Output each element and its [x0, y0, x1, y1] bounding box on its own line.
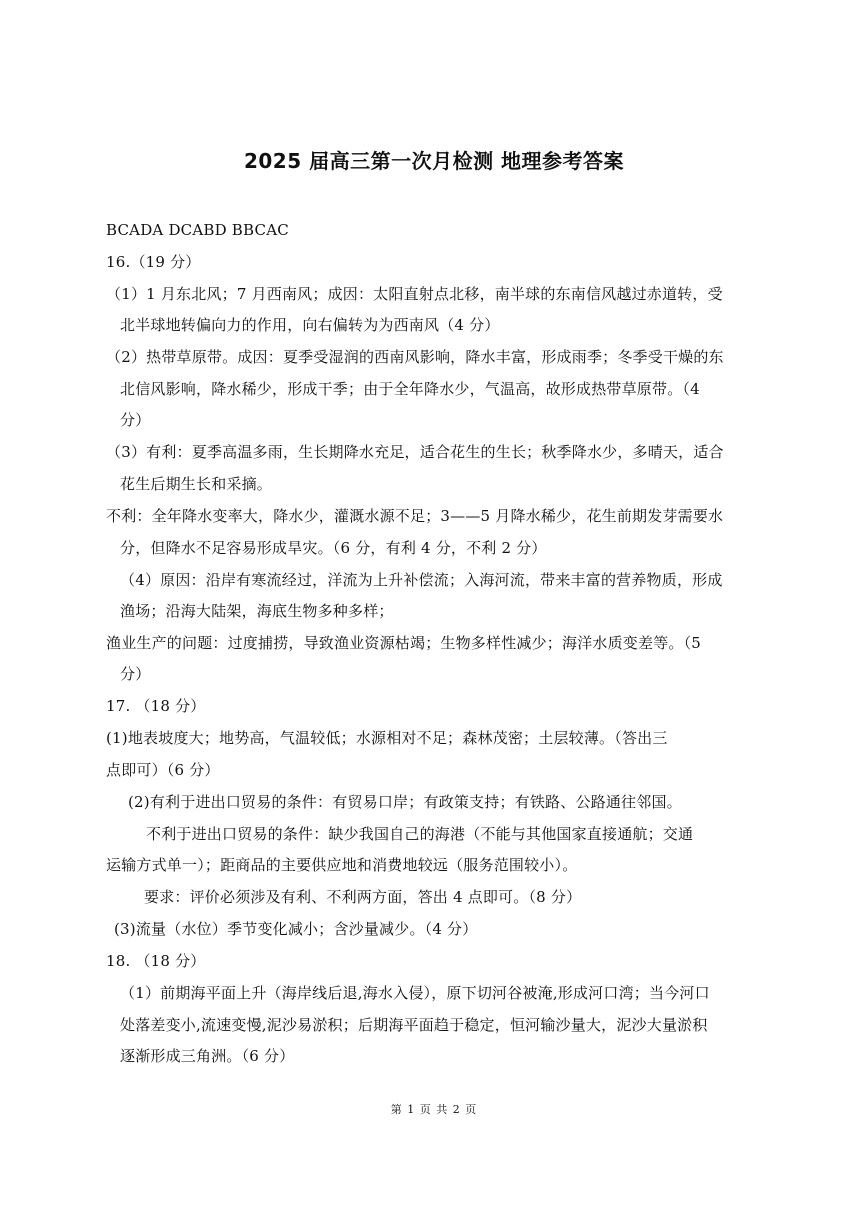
answer-line-q16-1b: 北半球地转偏向力的作用，向右偏转为为西南风（4 分） — [120, 316, 500, 334]
answer-line-q16-1a: （1）1 月东北风；7 月西南风；成因：太阳直射点北移，南半球的东南信风越过赤道转，受 — [106, 285, 723, 303]
answer-line-q16-3b: 花生后期生长和采摘。 — [120, 475, 273, 493]
page-title: 2025 届高三第一次月检测 地理参考答案 — [243, 149, 625, 173]
answer-line-q17-heading: 17. （18 分） — [106, 697, 206, 715]
answer-line-q18-1a: （1）前期海平面上升（海岸线后退,海水入侵），原下切河谷被淹,形成河口湾；当今河口 — [120, 984, 710, 1002]
answer-line-q17-2d: 要求：评价必须涉及有利、不利两方面，答出 4 点即可。（8 分） — [144, 888, 582, 906]
answer-line-q16-2a: （2）热带草原带。成因：夏季受湿润的西南风影响，降水丰富，形成雨季；冬季受干燥的东 — [106, 348, 724, 366]
answer-line-q17-2c: 运输方式单一）；距商品的主要供应地和消费地较远（服务范围较小）。 — [106, 856, 578, 874]
answer-line-q17-2b: 不利于进出口贸易的条件：缺少我国自己的海港（不能与其他国家直接通航；交通 — [146, 825, 694, 843]
answer-line-q16-2c: 分） — [120, 411, 151, 429]
answer-line-q18-1b: 处落差变小,流速变慢,泥沙易淤积；后期海平面趋于稳定，恒河输沙量大，泥沙大量淤积 — [120, 1016, 708, 1034]
answer-line-q17-3: (3)流量（水位）季节变化减小；含沙量减少。（4 分） — [114, 920, 478, 938]
answer-line-q17-2a: (2)有利于进出口贸易的条件：有贸易口岸；有政策支持；有铁路、公路通往邻国。 — [128, 793, 682, 811]
answer-line-q16-4a: （4）原因：沿岸有寒流经过，洋流为上升补偿流；入海河流，带来丰富的营养物质，形成 — [120, 571, 723, 589]
answer-line-q16-3a: （3）有利：夏季高温多雨，生长期降水充足，适合花生的生长；秋季降水少，多晴天，适合 — [106, 443, 724, 461]
answer-line-q16-3c: 不利：全年降水变率大，降水少，灌溉水源不足；3——5 月降水稀少，花生前期发芽需要水 — [106, 507, 724, 525]
answer-line-q16-4c: 渔业生产的问题：过度捕捞，导致渔业资源枯竭；生物多样性减少；海洋水质变差等。（5 — [106, 634, 702, 652]
page-footer: 第 1 页 共 2 页 — [390, 1103, 478, 1116]
answer-line-q16-4d: 分） — [120, 665, 151, 683]
answer-line-q17-1a: (1)地表坡度大；地势高，气温较低；水源相对不足；森林茂密；土层较薄。（答出三 — [106, 729, 668, 747]
answer-line-q16-3d: 分，但降水不足容易形成旱灾。（6 分，有利 4 分，不利 2 分） — [120, 539, 547, 557]
answer-line-q18-heading: 18. （18 分） — [106, 952, 206, 970]
answer-line-q16-heading: 16.（19 分） — [106, 253, 201, 271]
answer-line-mcq: BCADA DCABD BBCAC — [106, 221, 289, 239]
answer-line-q16-2b: 北信风影响，降水稀少，形成干季；由于全年降水少，气温高，故形成热带草原带。（4 — [120, 380, 700, 398]
answer-line-q18-1c: 逐渐形成三角洲。（6 分） — [120, 1047, 295, 1065]
answer-line-q17-1b: 点即可）（6 分） — [106, 761, 220, 779]
answer-line-q16-4b: 渔场；沿海大陆架，海底生物多种多样； — [120, 602, 394, 620]
